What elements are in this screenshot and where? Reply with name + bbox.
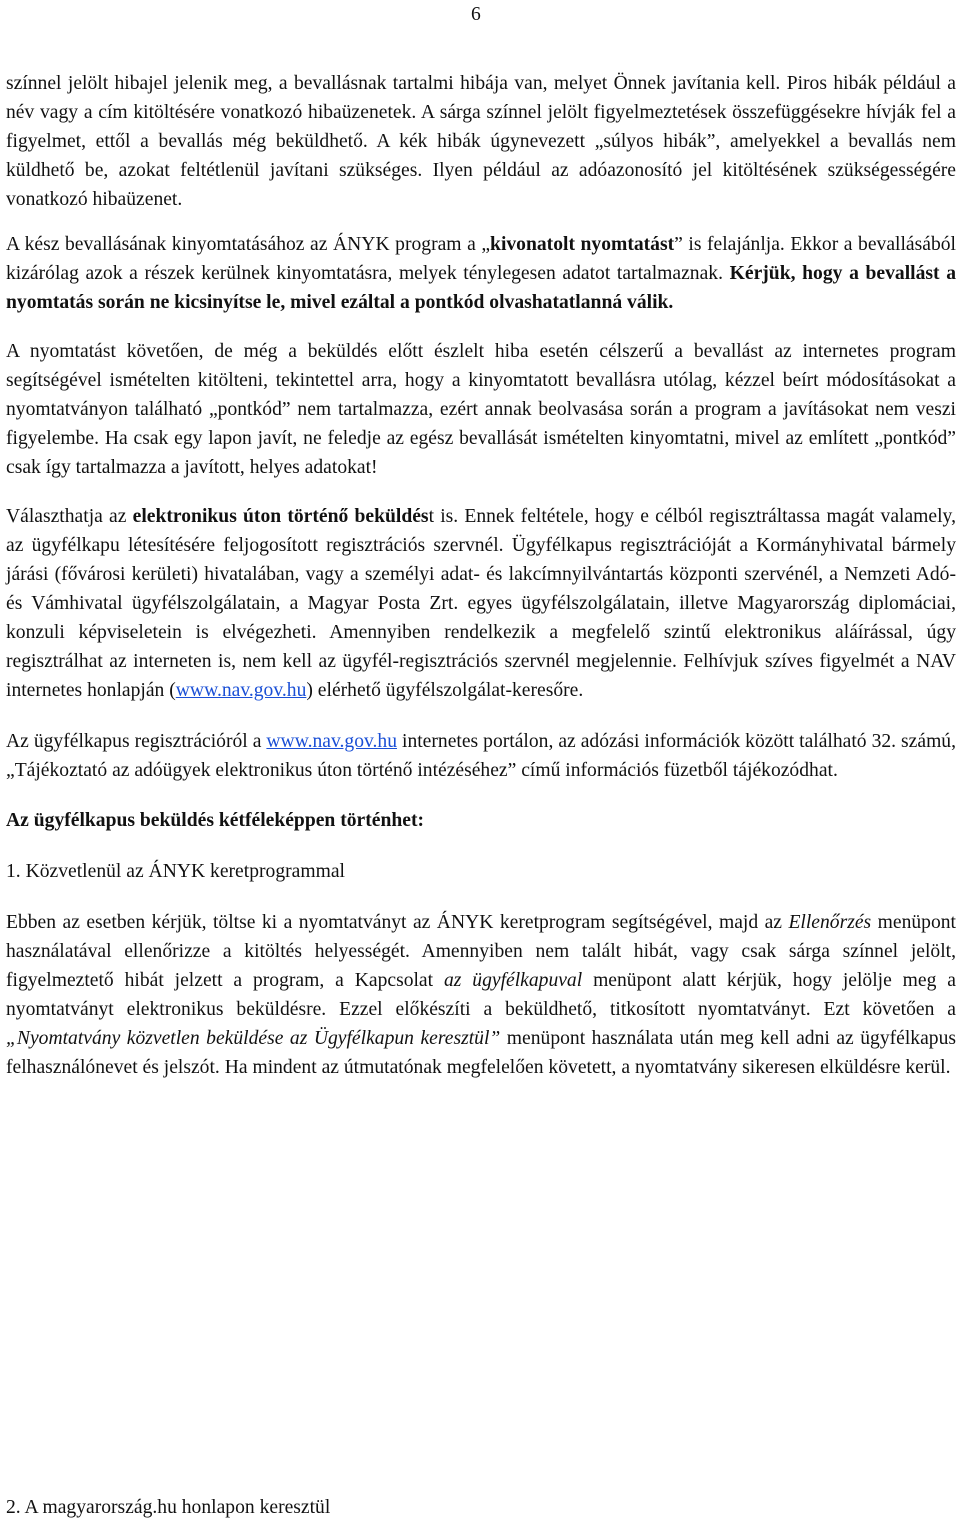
registration-text-1: Az ügyfélkapus regisztrációról a: [6, 731, 267, 752]
paragraph-corrections: A nyomtatást követően, de még a beküldés előtt észlelt hiba esetén célszerű a bevallást az internetes program segítségével ismételten kitölteni, tekintettel arra, hogy a kinyomtatott bevallásra utólag, kézzel beírt módosításokat a nyomtatványon található „pontkód” nem tartalmazza, ezért annak beolvasása során a program a javításokat nem veszi figyelembe. Ha csak egy lapon javít, ne feledje az egész bevallását ismételten kinyomtatni, mivel az említett „pontkód” csak így tartalmazza a javított, helyes adatokat!: [6, 341, 956, 478]
list-item-2: 2. A magyarország.hu honlapon keresztül: [6, 1497, 331, 1518]
paragraph-error-colors: színnel jelölt hibajel jelenik meg, a bevallásnak tartalmi hibája van, melyet Önnek javítania kell. Piros hibák például a név vagy a cím kitöltésére vonatkozó hibaüzenetek. A sárga színnel jelölt figyelmeztetések összefüggésekre hívják fel a figyelmet, ettől a bevallás még beküldhető. A kék hibák úgynevezett „súlyos hibák”, amelyekkel a bevallás nem küldhető be, azokat feltétlenül javítani szükséges. Ilyen például az adóazonosító jel kitöltésének szükségességére vonatkozó hibaüzenet.: [6, 73, 956, 210]
paragraph-electronic-submission: [6, 502, 956, 705]
paragraph-printing: [6, 230, 956, 317]
electronic-text-2: t is. Ennek feltétele, hogy e célból regisztráltassa magát valamely, az ügyfélkapu létesítésére feljogosított regisztrációs szervnél. Ügyfélkapus regisztrációját a Kormányhivatal bármely járási (fővárosi kerületi) hivatalában, vagy a személyi adat- és lakcímnyilvántartás központi szervénél, a Nemzeti Adó- és Vámhivatal ügyfélszolgálatain, a Magyar Posta Zrt. egyes ügyfélszolgálatain, illetve Magyarország diplomáciai, konzuli képviseletein is elvégezheti. Amennyiben rendelkezik a megfelelő szintű elektronikus aláírással, úgy regisztrálhat az interneten is, nem kell az ügyfél-regisztrációs szervnél megjelennie. Felhívjuk szíves figyelmét a NAV internetes honlapján (: [6, 506, 956, 701]
paragraph-registration-info: [6, 727, 956, 785]
printing-text-2: ” is felajánlja. Ekkor a bevallásából kizárólag azok a részek kerülnek kinyomtatásra, melyek ténylegesen adatot tartalmaznak.: [6, 234, 956, 284]
paragraph-anyk-steps: [6, 908, 956, 1082]
electronic-text-1: Választhatja az: [6, 506, 133, 527]
anyk-text-3: menüpont alatt kérjük, hogy jelölje meg a nyomtatványt elektronikus beküldésre. Ezzel előkészíti a beküldhető, titkosított nyomtatványt. Ezt követően a: [6, 970, 956, 1020]
printing-text-1: A kész bevallásának kinyomtatásához az ÁNYK program a „: [6, 234, 491, 255]
anyk-text-2: menüpont használatával ellenőrizze a kitöltés helyességét. Amennyiben nem talált hibát, vagy csak sárga színnel jelölt, figyelmeztető hibát jelzett a program, a Kapcsolat: [6, 912, 956, 991]
anyk-text-4: menüpont használata után meg kell adni az ügyfélkapus felhasználónevet és jelszót. Ha mindent az útmutatónak megfelelően követett, a nyomtatvány sikeresen elküldésre kerül.: [6, 1028, 957, 1078]
document-body: [6, 69, 956, 1082]
anyk-text-1: Ebben az esetben kérjük, töltse ki a nyomtatványt az ÁNYK keretprogram segítségével, majd az: [6, 912, 789, 933]
anyk-italic-menu-2: az ügyfélkapuval: [443, 970, 583, 991]
nav-link-2[interactable]: www.nav.gov.hu: [266, 731, 398, 752]
electronic-text-3: ) elérhető ügyfélszolgálat-keresőre.: [306, 680, 584, 701]
list-item-1: 1. Közvetlenül az ÁNYK keretprogrammal: [6, 861, 345, 882]
printing-bold-warning: Kérjük, hogy a bevallást a nyomtatás során ne kicsinyítse le, mivel ezáltal a pontkód olvashatatlanná válik.: [6, 263, 956, 313]
printing-bold-term: kivonatolt nyomtatást: [490, 234, 675, 255]
electronic-bold-term: elektronikus úton történő beküldés: [132, 506, 429, 527]
anyk-italic-menu-1: Ellenőrzés: [788, 912, 872, 933]
nav-link[interactable]: www.nav.gov.hu: [175, 680, 307, 701]
registration-text-2: internetes portálon, az adózási információk között található 32. számú, „Tájékoztató az adóügyek elektronikus úton történő intézéséhez” című információs füzetből tájékozódhat.: [6, 731, 957, 781]
anyk-italic-menu-3: „Nyomtatvány közvetlen beküldése az Ügyfélkapun keresztül”: [6, 1028, 501, 1049]
section-heading: Az ügyfélkapus beküldés kétféleképpen történhet:: [6, 810, 425, 831]
page-number: 6: [471, 4, 481, 25]
